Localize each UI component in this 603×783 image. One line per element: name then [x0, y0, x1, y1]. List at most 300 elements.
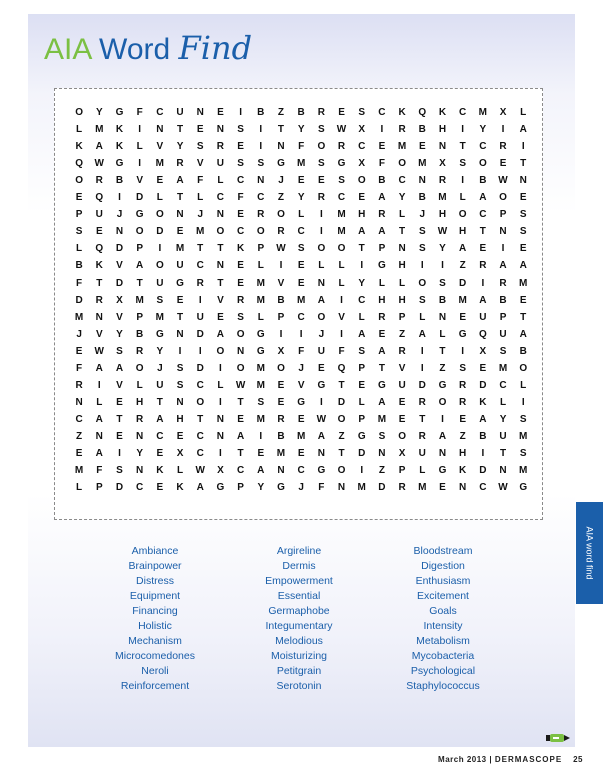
grid-letter: I — [219, 448, 222, 459]
grid-letter: I — [441, 413, 444, 425]
grid-letter: E — [459, 311, 466, 323]
grid-letter: A — [479, 192, 487, 204]
grid-letter: O — [155, 209, 164, 221]
grid-letter: S — [499, 345, 507, 357]
grid-letter: D — [418, 379, 426, 391]
grid-letter: P — [257, 243, 265, 255]
grid-letter: G — [378, 260, 386, 272]
grid-letter: I — [319, 396, 323, 408]
grid-letter: R — [398, 124, 406, 136]
footer-separator: | — [489, 755, 493, 764]
grid-row — [69, 260, 534, 277]
grid-letter: L — [439, 328, 446, 340]
grid-letter: R — [459, 396, 467, 408]
grid-letter: L — [217, 175, 224, 187]
grid-letter: O — [155, 260, 164, 272]
grid-letter: O — [75, 175, 83, 187]
grid-letter: F — [338, 345, 345, 357]
grid-letter: I — [259, 141, 263, 153]
grid-letter: M — [256, 277, 265, 289]
grid-letter: V — [116, 311, 123, 323]
grid-letter: I — [481, 448, 485, 459]
grid-letter: M — [397, 141, 407, 153]
grid-letter: F — [378, 158, 385, 170]
grid-letter: G — [357, 430, 366, 442]
grid-letter: I — [501, 243, 505, 255]
grid-letter: M — [155, 311, 165, 323]
grid-letter: V — [116, 260, 123, 272]
grid-letter: C — [378, 107, 386, 118]
grid-letter: E — [439, 482, 446, 494]
grid-letter: T — [156, 396, 163, 408]
grid-letter: N — [196, 107, 204, 118]
grid-letter: Y — [156, 345, 164, 357]
grid-letter: T — [338, 379, 345, 391]
grid-letter: V — [398, 362, 406, 374]
grid-letter: E — [237, 260, 244, 272]
grid-letter: E — [116, 396, 123, 408]
grid-letter: T — [338, 448, 345, 459]
grid-letter: L — [76, 482, 83, 494]
grid-letter: E — [398, 396, 406, 408]
grid-letter: Y — [116, 328, 123, 340]
grid-letter: A — [519, 124, 527, 136]
word-list-item: Reinforcement — [120, 680, 190, 692]
grid-letter: G — [519, 482, 528, 494]
grid-letter: S — [459, 158, 466, 170]
grid-letter: I — [97, 379, 101, 391]
grid-letter: E — [378, 328, 386, 340]
grid-letter: P — [499, 209, 507, 221]
grid-letter: A — [519, 328, 527, 340]
grid-letter: R — [378, 311, 386, 323]
grid-letter: J — [419, 209, 426, 221]
grid-letter: B — [479, 430, 487, 442]
word-list-item: Moisturizing — [270, 650, 328, 662]
grid-letter: I — [461, 175, 465, 187]
grid-row — [69, 158, 534, 175]
grid-letter: X — [176, 448, 184, 459]
grid-letter: W — [195, 465, 205, 477]
grid-letter: Q — [95, 243, 104, 255]
grid-letter: D — [75, 294, 83, 306]
grid-letter: Z — [399, 328, 406, 340]
word-list-item: Ambiance — [131, 545, 179, 557]
grid-letter: M — [478, 107, 488, 118]
grid-letter: A — [378, 226, 386, 238]
word-list-item: Enthusiasm — [415, 575, 471, 587]
grid-letter: T — [176, 124, 184, 136]
grid-letter: F — [298, 345, 305, 357]
grid-letter: L — [378, 277, 385, 289]
grid-letter: L — [136, 141, 143, 153]
grid-letter: O — [519, 362, 528, 374]
grid-letter: H — [459, 226, 467, 238]
grid-row — [69, 380, 534, 397]
grid-letter: O — [337, 465, 346, 477]
grid-letter: Y — [358, 277, 366, 289]
grid-letter: D — [459, 277, 467, 289]
grid-letter: S — [237, 311, 244, 323]
grid-letter: E — [499, 158, 507, 170]
grid-letter: C — [196, 448, 204, 459]
page-number: 25 — [573, 755, 583, 764]
grid-letter: A — [216, 328, 225, 340]
page-footer — [438, 755, 583, 764]
grid-letter: E — [176, 430, 184, 442]
grid-letter: Z — [439, 362, 446, 374]
grid-letter: E — [237, 209, 244, 221]
grid-letter: C — [398, 175, 406, 187]
grid-letter: L — [318, 260, 325, 272]
grid-letter: W — [498, 175, 508, 187]
grid-letter: B — [519, 345, 527, 357]
grid-letter: E — [479, 243, 487, 255]
grid-letter: V — [217, 294, 224, 306]
grid-letter: J — [298, 362, 304, 374]
grid-letter: W — [94, 158, 104, 170]
grid-letter: O — [337, 243, 346, 255]
word-list-item: Bloodstream — [413, 545, 473, 557]
page-title — [44, 30, 252, 68]
grid-letter: O — [418, 277, 427, 289]
grid-letter: G — [317, 379, 326, 391]
grid-letter: N — [317, 448, 325, 459]
grid-letter: V — [196, 158, 204, 170]
grid-letter: E — [519, 192, 527, 204]
grid-letter: R — [499, 277, 507, 289]
grid-letter: M — [519, 465, 528, 477]
grid-letter: H — [176, 413, 184, 425]
side-tab-label: AIA word find — [584, 526, 595, 580]
grid-letter: M — [519, 277, 528, 289]
grid-letter: M — [256, 413, 265, 425]
grid-letter: E — [479, 362, 487, 374]
grid-letter: R — [337, 141, 346, 153]
grid-letter: O — [236, 328, 245, 340]
grid-row — [69, 209, 534, 226]
grid-letter: L — [176, 465, 184, 477]
grid-letter: M — [256, 362, 265, 374]
grid-letter: G — [176, 277, 184, 289]
grid-letter: T — [197, 413, 204, 425]
grid-letter: M — [357, 482, 366, 494]
grid-letter: I — [461, 345, 465, 357]
grid-letter: Y — [479, 124, 487, 136]
grid-letter: X — [479, 345, 487, 357]
grid-letter: M — [337, 209, 346, 221]
word-list-column-3 — [363, 544, 523, 694]
grid-letter: U — [499, 328, 507, 340]
grid-letter: I — [259, 430, 263, 442]
grid-letter: K — [398, 107, 406, 118]
grid-letter: C — [499, 379, 507, 391]
grid-letter: E — [519, 243, 527, 255]
grid-letter: S — [418, 243, 426, 255]
grid-letter: X — [217, 465, 224, 477]
word-list-item: Argireline — [276, 545, 322, 557]
grid-letter: T — [520, 311, 527, 323]
grid-letter: D — [115, 277, 124, 289]
grid-letter: E — [398, 413, 406, 425]
grid-letter: U — [499, 430, 507, 442]
grid-letter: T — [217, 277, 224, 289]
grid-letter: B — [378, 175, 386, 187]
grid-letter: S — [318, 124, 325, 136]
grid-letter: C — [75, 413, 83, 425]
word-list-item: Metabolism — [416, 635, 470, 647]
grid-letter: T — [459, 141, 466, 153]
grid-letter: W — [336, 124, 347, 136]
grid-letter: T — [399, 226, 406, 238]
word-list-item: Financing — [132, 605, 178, 617]
grid-letter: A — [95, 448, 103, 459]
grid-letter: F — [318, 482, 325, 494]
grid-letter: Y — [439, 243, 446, 255]
grid-letter: E — [297, 277, 305, 289]
grid-letter: M — [418, 158, 427, 170]
grid-letter: I — [441, 260, 444, 272]
grid-letter: E — [75, 448, 83, 459]
grid-letter: S — [237, 158, 244, 170]
grid-letter: T — [520, 158, 527, 170]
grid-row — [69, 107, 534, 124]
grid-letter: C — [479, 482, 487, 494]
grid-letter: A — [438, 430, 447, 442]
grid-letter: A — [459, 243, 467, 255]
word-list-item: Excitement — [417, 590, 469, 602]
grid-letter: M — [438, 192, 447, 204]
grid-letter: A — [479, 413, 487, 425]
word-list-item: Petitgrain — [276, 665, 322, 677]
grid-letter: T — [96, 277, 103, 289]
grid-letter: E — [176, 226, 184, 238]
grid-letter: N — [499, 226, 507, 238]
grid-letter: L — [520, 379, 527, 391]
grid-letter: S — [519, 448, 527, 459]
grid-letter: I — [138, 158, 142, 170]
grid-letter: E — [116, 430, 123, 442]
grid-letter: N — [277, 465, 285, 477]
grid-letter: A — [358, 328, 366, 340]
grid-letter: N — [317, 277, 325, 289]
grid-letter: L — [156, 192, 163, 204]
grid-letter: N — [216, 430, 225, 442]
grid-letter: M — [296, 294, 306, 306]
grid-letter: U — [398, 379, 406, 391]
grid-letter: M — [458, 294, 467, 306]
grid-letter: K — [95, 260, 103, 272]
grid-letter: E — [378, 141, 386, 153]
grid-letter: I — [219, 396, 222, 408]
grid-row — [69, 363, 534, 380]
grid-letter: C — [236, 175, 245, 187]
grid-letter: Y — [257, 482, 265, 494]
grid-letter: A — [115, 362, 124, 374]
grid-letter: P — [358, 413, 366, 425]
grid-letter: A — [499, 260, 507, 272]
grid-letter: R — [499, 141, 507, 153]
grid-letter: B — [479, 175, 487, 187]
grid-letter: I — [118, 192, 121, 204]
grid-letter: S — [378, 430, 386, 442]
grid-letter: O — [438, 396, 447, 408]
grid-letter: P — [75, 209, 83, 221]
grid-letter: L — [520, 107, 527, 118]
grid-letter: E — [418, 141, 426, 153]
grid-letter: I — [420, 345, 424, 357]
grid-letter: E — [237, 141, 244, 153]
grid-letter: A — [479, 294, 487, 306]
grid-letter: S — [297, 243, 305, 255]
footer-issue: March 2013 — [438, 755, 487, 764]
grid-letter: N — [378, 448, 386, 459]
grid-letter: Q — [418, 107, 427, 118]
word-list-item: Intensity — [423, 620, 463, 632]
grid-letter: R — [196, 277, 204, 289]
grid-letter: G — [378, 379, 386, 391]
grid-letter: R — [398, 482, 406, 494]
grid-letter: L — [358, 396, 365, 408]
grid-letter: N — [459, 482, 467, 494]
word-list-item: Essential — [277, 590, 321, 602]
grid-letter: H — [358, 209, 366, 221]
grid-letter: E — [459, 413, 466, 425]
grid-letter: D — [337, 396, 346, 408]
grid-letter: S — [459, 362, 466, 374]
grid-letter: C — [297, 226, 305, 238]
grid-letter: M — [418, 482, 427, 494]
grid-letter: P — [136, 243, 143, 255]
grid-letter: A — [196, 482, 204, 494]
grid-letter: E — [318, 175, 325, 187]
grid-letter: E — [297, 175, 305, 187]
grid-letter: J — [116, 209, 123, 221]
grid-letter: T — [197, 243, 204, 255]
grid-letter: P — [378, 243, 386, 255]
grid-letter: K — [459, 465, 467, 477]
grid-letter: E — [156, 175, 164, 187]
grid-letter: E — [217, 107, 224, 118]
grid-letter: O — [277, 362, 285, 374]
grid-letter: P — [95, 482, 103, 494]
word-list-item: Melodious — [275, 635, 323, 647]
grid-letter: G — [438, 379, 447, 391]
grid-letter: Z — [459, 260, 466, 272]
grid-row — [69, 431, 534, 448]
grid-letter: G — [155, 328, 164, 340]
grid-row — [69, 312, 534, 329]
grid-letter: U — [418, 448, 426, 459]
grid-letter: M — [74, 311, 84, 323]
grid-letter: N — [75, 396, 83, 408]
grid-letter: O — [478, 158, 487, 170]
grid-letter: N — [216, 124, 225, 136]
grid-letter: T — [419, 413, 426, 425]
grid-letter: G — [337, 158, 346, 170]
grid-letter: P — [398, 311, 406, 323]
grid-letter: O — [357, 175, 366, 187]
grid-letter: R — [95, 294, 103, 306]
grid-letter: T — [176, 311, 184, 323]
grid-letter: I — [420, 362, 424, 374]
grid-letter: R — [317, 107, 325, 118]
grid-letter: T — [217, 243, 224, 255]
grid-letter: F — [197, 175, 204, 187]
grid-letter: K — [75, 141, 83, 153]
grid-letter: A — [317, 294, 325, 306]
grid-letter: S — [176, 362, 184, 374]
grid-letter: I — [501, 124, 505, 136]
grid-letter: I — [319, 226, 323, 238]
grid-letter: I — [118, 448, 121, 459]
grid-letter: R — [398, 345, 406, 357]
grid-letter: C — [216, 192, 225, 204]
grid-letter: F — [76, 277, 83, 289]
grid-letter: Y — [136, 448, 143, 459]
grid-letter: X — [499, 107, 507, 118]
grid-letter: E — [237, 413, 244, 425]
grid-letter: I — [198, 345, 202, 357]
grid-row — [69, 295, 534, 312]
grid-letter: M — [256, 294, 265, 306]
grid-letter: V — [116, 379, 123, 391]
grid-letter: J — [278, 175, 284, 187]
grid-letter: R — [136, 345, 144, 357]
grid-letter: A — [95, 362, 103, 374]
grid-letter: E — [257, 448, 265, 459]
grid-letter: A — [176, 175, 184, 187]
grid-letter: E — [277, 379, 285, 391]
grid-letter: M — [155, 158, 165, 170]
grid-letter: K — [156, 465, 164, 477]
grid-letter: G — [256, 328, 265, 340]
grid-letter: C — [236, 465, 245, 477]
grid-letter: A — [156, 413, 164, 425]
grid-letter: A — [378, 345, 386, 357]
grid-letter: F — [298, 141, 305, 153]
grid-letter: R — [418, 396, 426, 408]
grid-letter: E — [156, 482, 164, 494]
grid-letter: C — [479, 209, 487, 221]
grid-letter: C — [358, 141, 366, 153]
grid-letter: A — [95, 141, 103, 153]
grid-letter: L — [257, 260, 264, 272]
grid-letter: B — [257, 107, 265, 118]
grid-letter: E — [358, 192, 366, 204]
grid-letter: Z — [378, 465, 385, 477]
grid-letter: T — [358, 243, 365, 255]
grid-letter: N — [216, 209, 225, 221]
grid-letter: O — [317, 311, 326, 323]
grid-letter: A — [136, 260, 144, 272]
word-list-item: Staphylococcus — [406, 680, 480, 692]
grid-letter: G — [297, 396, 306, 408]
grid-letter: E — [156, 448, 164, 459]
grid-letter: L — [399, 277, 406, 289]
grid-letter: P — [237, 482, 244, 494]
grid-letter: A — [317, 430, 325, 442]
word-list-item: Integumentary — [265, 620, 333, 632]
grid-letter: L — [338, 260, 345, 272]
grid-letter: T — [237, 448, 244, 459]
grid-letter: I — [198, 294, 202, 306]
grid-letter: R — [459, 379, 467, 391]
grid-letter: N — [438, 448, 447, 459]
grid-letter: E — [196, 124, 204, 136]
grid-letter: M — [196, 226, 205, 238]
word-list-item: Dermis — [282, 560, 316, 572]
